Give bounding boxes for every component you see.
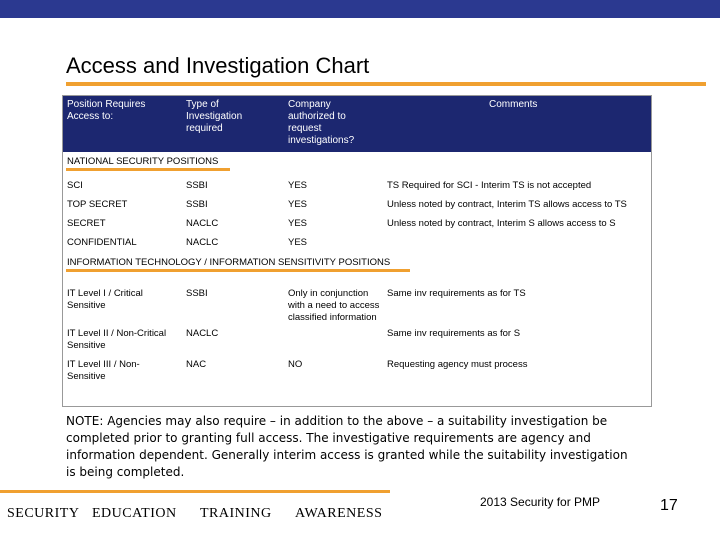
top-bar: [0, 0, 720, 18]
table-row-position: TOP SECRET: [67, 199, 128, 210]
section-national: NATIONAL SECURITY POSITIONS: [67, 156, 219, 167]
table-row-investigation: NACLC: [186, 328, 219, 339]
table-row-comments: Unless noted by contract, Interim TS allows access to TS: [387, 199, 627, 210]
header-investigation: Type of Investigation required: [186, 99, 243, 134]
section-it: INFORMATION TECHNOLOGY / INFORMATION SENSITIVITY POSITIONS: [67, 257, 391, 268]
table-row-comments: TS Required for SCI - Interim TS is not accepted: [387, 180, 592, 191]
footer-underline: [0, 490, 390, 493]
table-row-investigation: SSBI: [186, 199, 208, 210]
table-row-authorized: YES: [288, 237, 308, 248]
table-row-comments: Unless noted by contract, Interim S allows access to S: [387, 218, 616, 229]
table-row-position: IT Level II / Non-Critical Sensitive: [67, 328, 167, 351]
footer-credit: 2013 Security for PMP: [480, 495, 601, 509]
table-row-authorized: YES: [288, 180, 308, 191]
slide-title: Access and Investigation Chart: [66, 53, 370, 78]
title-underline: [66, 82, 706, 86]
table-row-investigation: NACLC: [186, 218, 219, 229]
table-row-authorized: YES: [288, 199, 308, 210]
table-row-authorized: YES: [288, 218, 308, 229]
table-row-position: SCI: [67, 180, 83, 191]
footer-education: EDUCATION: [92, 506, 177, 521]
table-row-authorized: NO: [288, 359, 303, 370]
table-row-comments: Same inv requirements as for TS: [387, 288, 526, 299]
section-it-underline: [66, 269, 410, 272]
footer-awareness: AWARENESS: [295, 506, 383, 521]
header-position: Position Requires Access to:: [67, 99, 146, 122]
footer-training: TRAINING: [200, 506, 272, 521]
page-number: 17: [660, 497, 678, 514]
table-row-position: IT Level III / Non-Sensitive: [67, 359, 140, 382]
header-comments: Comments: [489, 99, 538, 110]
table-row-investigation: NAC: [186, 359, 207, 370]
table-row-investigation: SSBI: [186, 180, 208, 191]
table-row-authorized-shared: Only in conjunction with a need to access classified information: [288, 288, 380, 323]
table-row-position: IT Level I / Critical Sensitive: [67, 288, 143, 311]
table-row-investigation: SSBI: [186, 288, 208, 299]
note-text: NOTE: Agencies may also require – in addition to the above – a suitability investigation be completed prior to granting full access. The investigative requirements are agency and information dependent. Generally interim access is granted while the suitability investigation is being completed.: [66, 414, 628, 479]
table-row-position: CONFIDENTIAL: [67, 237, 137, 248]
table-row-position: SECRET: [67, 218, 106, 229]
table-row-investigation: NACLC: [186, 237, 219, 248]
table-row-comments: Requesting agency must process: [387, 359, 528, 370]
header-authorized: Company authorized to request investigations?: [288, 99, 355, 146]
table-row-comments: Same inv requirements as for S: [387, 328, 521, 339]
footer-security: SECURITY: [7, 506, 80, 521]
section-national-underline: [66, 168, 230, 171]
